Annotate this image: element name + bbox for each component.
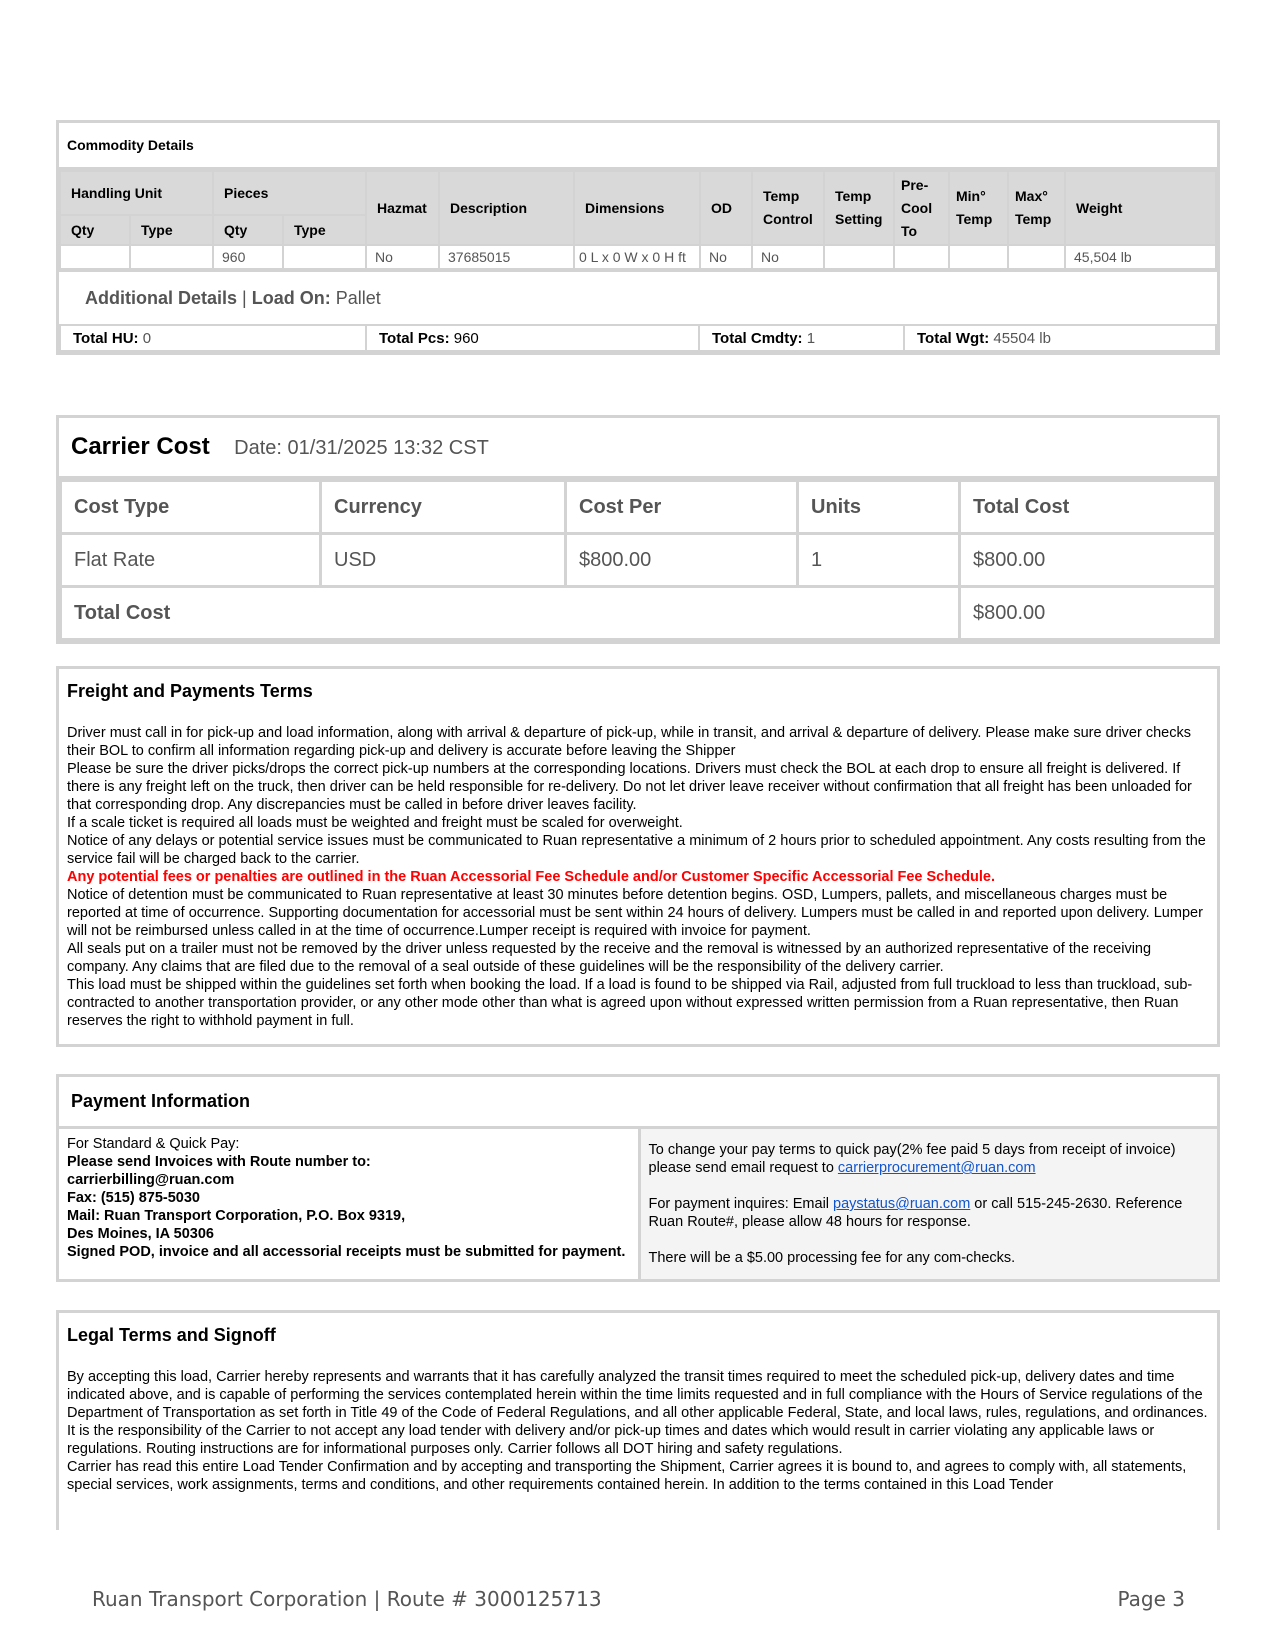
commodity-details-section	[56, 120, 1220, 355]
cell-weight: 45,504 lb	[1065, 245, 1216, 269]
billing-email: carrierbilling@ruan.com	[67, 1172, 235, 1188]
commodity-totals	[59, 324, 1217, 352]
legal-para-1: By accepting this load, Carrier hereby represents and warrants that it has carefully analyzed the transit times required to meet the scheduled pick-up, delivery dates and time indicated above, and is capable of performing the services contemplated herein within the time limits requested and in full compliance with the Hours of Service regulations of the Department of Transportation as set forth in Title 49 of the Code of Federal Regulations, and all other applicable Federal, State, and local laws, rules, regulations, and ordinances. It is the responsibility of the Carrier to not accept any load tender with delivery and/or pick-up times and dates which would result in carrier violating any applicable laws or regulations. Routing instructions are for informational purposes only. Carrier follows all DOT hiring and safety regulations.	[67, 1369, 1208, 1457]
cell-temp-control: No	[752, 245, 824, 269]
freight-para-3: If a scale ticket is required all loads must be weighted and freight must be scaled for overweight.	[67, 815, 683, 831]
processing-fee-note: There will be a $5.00 processing fee for any com-checks.	[648, 1250, 1016, 1266]
cell-hazmat: No	[366, 245, 439, 269]
total-hu: Total HU: 0	[60, 325, 366, 351]
cell-description: 37685015	[439, 245, 574, 269]
payment-info-section	[56, 1074, 1220, 1282]
additional-details: Additional Details | Load On: Pallet	[59, 270, 1217, 324]
freight-terms-body	[67, 724, 1209, 1030]
cell-max-temp	[1008, 245, 1065, 269]
cell-total-cost: $800.00	[960, 534, 1216, 587]
cell-od: No	[700, 245, 752, 269]
payment-info-title: Payment Information	[59, 1077, 1217, 1129]
total-cmdty: Total Cmdty: 1	[699, 325, 904, 351]
col-weight: Weight	[1065, 171, 1216, 245]
legal-terms-body	[67, 1368, 1209, 1494]
commodity-table	[59, 170, 1217, 270]
col-pieces-qty: Qty	[213, 215, 283, 245]
col-min-temp: Min° Temp	[949, 171, 1008, 245]
cell-pre-cool-to	[894, 245, 949, 269]
col-max-temp: Max° Temp	[1008, 171, 1065, 245]
payment-standard-info	[59, 1129, 639, 1279]
freight-para-7: All seals put on a trailer must not be removed by the driver unless requested by the receive and the removal is witnessed by an authorized representative of the receiving company. Any claims that are filed due to the removal of a seal outside of these guidelines will be the responsibility of the delivery carrier.	[67, 941, 1152, 975]
payment-line: For Standard & Quick Pay:	[67, 1136, 240, 1152]
freight-para-4: Notice of any delays or potential service issues must be communicated to Ruan representative a minimum of 2 hours prior to scheduled appointment. Any costs resulting from the service fail will be charged back to the carrier.	[67, 833, 1206, 867]
col-hu-type: Type	[130, 215, 213, 245]
payment-inquiry-note: For payment inquires: Email paystatus@ruan.com or call 515-245-2630. Reference Ruan Route#, please allow 48 hours for response.	[648, 1196, 1183, 1230]
total-wgt: Total Wgt: 45504 lb	[904, 325, 1216, 351]
fax-number: Fax: (515) 875-5030	[67, 1190, 200, 1206]
load-on-label: Load On:	[251, 288, 331, 308]
freight-para-6: Notice of detention must be communicated to Ruan representative at least 30 minutes before detention begins. OSD, Lumpers, pallets, and miscellaneous charges must be reported at time of occurrence. Supporting documentation for accessorial must be sent within 24 hours of delivery. Lumpers must be called in and reported upon delivery. Lumper will not be reimbursed unless called in at the time of occurrence.Lumper receipt is required with invoice for payment.	[67, 887, 1203, 939]
cell-temp-setting	[824, 245, 894, 269]
procurement-email-link[interactable]: carrierprocurement@ruan.com	[837, 1160, 1036, 1176]
freight-para-8: This load must be shipped within the guidelines set forth when booking the load. If a load is found to be shipped via Rail, adjusted from full truckload to less than truckload, sub-contracted to another transportation provider, or any other mode other than what is agreed upon without expressed written permission from a Ruan representative, then Ruan reserves the right to withhold payment in full.	[67, 977, 1193, 1029]
table-row	[60, 245, 1216, 269]
fee-warning: Any potential fees or penalties are outlined in the Ruan Accessorial Fee Schedule and/or Customer Specific Accessorial Fee Schedule.	[67, 869, 996, 885]
payment-line: Please send Invoices with Route number to:	[67, 1154, 371, 1170]
page-number: Page 3	[1117, 1587, 1185, 1611]
cell-cost-type: Flat Rate	[61, 534, 321, 587]
cell-min-temp	[949, 245, 1008, 269]
freight-para-2: Please be sure the driver picks/drops the correct pick-up numbers at the corresponding locations. Drivers must check the BOL at each drop to ensure all freight is delivered. If there is any freight left on the truck, then driver can be held responsible for re-delivery. Do not let driver leave receiver without confirmation that all freight has been unloaded for that corresponding drop. Any discrepancies must be called in before driver leaves facility.	[67, 761, 1192, 813]
load-on-value: Pallet	[335, 288, 381, 308]
col-cost-type: Cost Type	[61, 481, 321, 534]
col-pieces-type: Type	[283, 215, 366, 245]
payment-info-table	[59, 1129, 1217, 1279]
legal-para-2: Carrier has read this entire Load Tender Confirmation and by accepting and transporting the Shipment, Carrier agrees it is bound to, and agrees to comply with, all statements, special services, work assignments, terms and conditions, and other requirements contained herein. In addition to the terms contained in this Load Tender	[67, 1459, 1187, 1493]
col-hu-qty: Qty	[60, 215, 130, 245]
total-cost-label: Total Cost	[61, 587, 960, 640]
freight-para-1: Driver must call in for pick-up and load information, along with arrival & departure of pick-up, while in transit, and arrival & departure of delivery. Please make sure driver checks their BOL to confirm all information regarding pick-up and delivery is accurate before leaving the Shipper	[67, 725, 1191, 759]
carrier-cost-title: Carrier Cost	[71, 433, 210, 460]
col-pre-cool-to: Pre-Cool To	[894, 171, 949, 245]
carrier-cost-header	[59, 418, 1217, 479]
legal-terms-section	[56, 1310, 1220, 1530]
payment-quick-pay-info	[639, 1129, 1217, 1279]
cell-currency: USD	[321, 534, 566, 587]
quick-pay-note: To change your pay terms to quick pay(2% fee paid 5 days from receipt of invoice) please send email request to carrierprocurement@ruan.com	[648, 1142, 1176, 1176]
cell-units: 1	[798, 534, 960, 587]
col-cost-per: Cost Per	[566, 481, 798, 534]
total-pcs: Total Pcs: 960	[366, 325, 699, 351]
col-handling-unit: Handling Unit	[60, 171, 213, 215]
cell-dimensions: 0 L x 0 W x 0 H ft	[574, 245, 700, 269]
col-currency: Currency	[321, 481, 566, 534]
footer-route: Ruan Transport Corporation | Route # 3000125713	[92, 1587, 602, 1611]
col-pieces: Pieces	[213, 171, 366, 215]
col-od: OD	[700, 171, 752, 245]
carrier-cost-section	[56, 415, 1220, 644]
carrier-cost-date: Date: 01/31/2025 13:32 CST	[234, 437, 489, 459]
mail-city: Des Moines, IA 50306	[67, 1226, 214, 1242]
cell-cost-per: $800.00	[566, 534, 798, 587]
carrier-cost-table	[59, 479, 1217, 641]
total-cost-value: $800.00	[960, 587, 1216, 640]
legal-terms-title: Legal Terms and Signoff	[67, 1325, 276, 1345]
col-units: Units	[798, 481, 960, 534]
cell-pieces-type	[283, 245, 366, 269]
col-hazmat: Hazmat	[366, 171, 439, 245]
col-temp-control: Temp Control	[752, 171, 824, 245]
mail-address: Mail: Ruan Transport Corporation, P.O. Box 9319,	[67, 1208, 406, 1224]
paystatus-email-link[interactable]: paystatus@ruan.com	[833, 1196, 971, 1212]
freight-terms-section	[56, 666, 1220, 1047]
col-total-cost: Total Cost	[960, 481, 1216, 534]
additional-details-label: Additional Details	[85, 288, 238, 308]
cell-pieces-qty: 960	[213, 245, 283, 269]
cell-hu-type	[130, 245, 213, 269]
col-description: Description	[439, 171, 574, 245]
table-row	[61, 534, 1216, 587]
col-temp-setting: Temp Setting	[824, 171, 894, 245]
col-dimensions: Dimensions	[574, 171, 700, 245]
payment-line: Signed POD, invoice and all accessorial receipts must be submitted for payment.	[67, 1244, 626, 1260]
cell-hu-qty	[60, 245, 130, 269]
commodity-title: Commodity Details	[59, 123, 1217, 170]
freight-terms-title: Freight and Payments Terms	[67, 681, 313, 701]
